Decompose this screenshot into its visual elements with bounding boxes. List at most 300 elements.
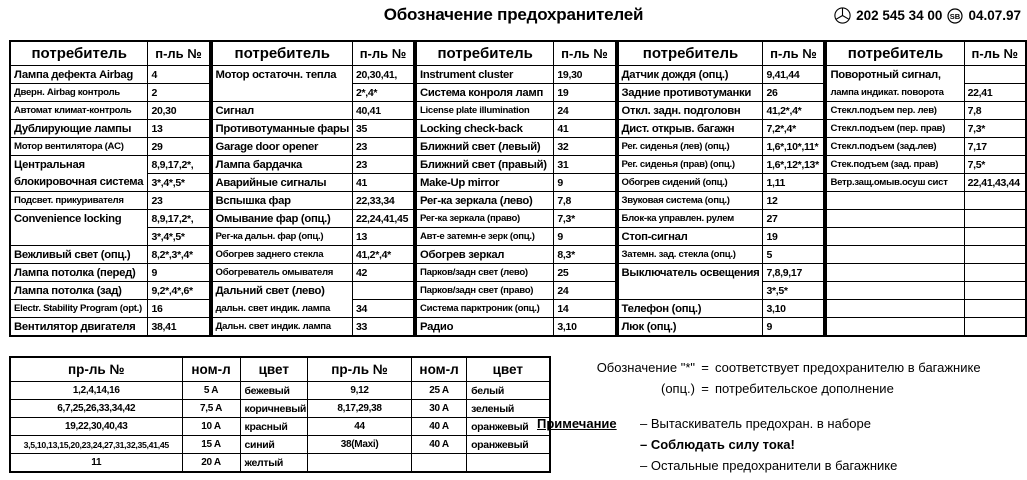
table-row — [212, 318, 414, 337]
table-row — [416, 318, 616, 337]
consumer-cell: Люк (опц.) — [618, 318, 763, 337]
fuse-number-cell: 24 — [554, 102, 616, 120]
table-row — [212, 66, 414, 84]
rating-cell: 40 A — [412, 436, 467, 454]
fuse-number-cell: 2*,4* — [352, 84, 414, 102]
consumer-cell: Рег-ка зеркала (лево) — [416, 192, 554, 210]
rating-cell: 20 A — [182, 454, 240, 473]
table-row — [618, 282, 825, 300]
fuse-number-cell: 23 — [352, 138, 414, 156]
consumer-cell: Ближний свет (левый) — [416, 138, 554, 156]
consumer-header: потребитель — [618, 41, 763, 66]
rating-cell: 25 A — [412, 382, 467, 400]
fuse-table-2 — [211, 40, 415, 337]
rating-cell: 40 A — [412, 418, 467, 436]
table-row — [618, 156, 825, 174]
consumer-cell: Мотор вентилятора (AC) — [10, 138, 148, 156]
fuse-number-cell: 22,41,43,44 — [964, 174, 1026, 192]
consumer-cell: Омывание фар (опц.) — [212, 210, 353, 228]
consumer-cell: Система парктроник (опц.) — [416, 300, 554, 318]
document-date: 04.07.97 — [968, 8, 1021, 23]
consumer-cell: Блок-ка управлен. рулем — [618, 210, 763, 228]
rating-cell — [412, 454, 467, 473]
fuse-number-cell: 3,10 — [763, 300, 825, 318]
table-row — [416, 246, 616, 264]
table-row — [212, 174, 414, 192]
fuse-number-cell: 32 — [554, 138, 616, 156]
fuse-no-cell: 38(Maxi) — [308, 436, 412, 454]
consumer-cell: Затемн. зад. стекла (опц.) — [618, 246, 763, 264]
consumer-cell: Мотор остаточн. тепла — [212, 66, 353, 84]
consumer-cell: Авт-е затемн-е зерк (опц.) — [416, 228, 554, 246]
table-row — [826, 228, 1026, 246]
consumer-cell: Звуковая система (опц.) — [618, 192, 763, 210]
consumer-cell: Лампа потолка (перед) — [10, 264, 148, 282]
rating-header: ном-л — [182, 357, 240, 382]
fuse-number-cell: 40,41 — [352, 102, 414, 120]
fuse-no-cell: 6,7,25,26,33,34,42 — [10, 400, 182, 418]
consumer-cell: Ветр.защ.омыв.осуш сист — [826, 174, 964, 192]
fuse-number-cell — [964, 318, 1026, 337]
fuse-number-cell: 1,6*,10*,11* — [763, 138, 825, 156]
color-cell: оранжевый — [467, 436, 550, 454]
fuse-no-cell: 11 — [10, 454, 182, 473]
fuse-number-cell: 7,2*,4* — [763, 120, 825, 138]
consumer-cell: Вежливый свет (опц.) — [10, 246, 148, 264]
consumer-cell: Система конроля ламп — [416, 84, 554, 102]
fuse-number-cell: 8,2*,3*,4* — [148, 246, 210, 264]
consumer-cell: Обогреватель омывателя — [212, 264, 353, 282]
fuse-number-cell — [964, 300, 1026, 318]
fuse-number-cell: 25 — [554, 264, 616, 282]
table-row — [416, 210, 616, 228]
fuse-spec-table — [9, 356, 551, 473]
equals-sign: = — [701, 381, 709, 396]
color-cell: бежевый — [240, 382, 308, 400]
fuse-number-cell: 4 — [148, 66, 210, 84]
fuse-number-cell: 41 — [352, 174, 414, 192]
notes-block — [537, 413, 1022, 476]
color-header: цвет — [467, 357, 550, 382]
table-row — [826, 84, 1026, 102]
fuse-number-cell: 27 — [763, 210, 825, 228]
consumer-cell — [10, 228, 148, 246]
page-title: Обозначение предохранителей — [383, 5, 644, 24]
fuse-number-cell: 7,8 — [554, 192, 616, 210]
legend — [537, 357, 1022, 476]
table-row — [826, 102, 1026, 120]
table-row — [10, 436, 550, 454]
fuse-number-cell: 3,10 — [554, 318, 616, 337]
table-row — [416, 192, 616, 210]
equals-sign: = — [701, 360, 709, 375]
fuse-number-cell: 3*,5* — [763, 282, 825, 300]
fuse-number-cell: 7,3* — [554, 210, 616, 228]
fuse-number-cell: 41,2*,4* — [763, 102, 825, 120]
table-row — [10, 84, 210, 102]
fuse-number-cell: 9 — [148, 264, 210, 282]
table-row — [618, 246, 825, 264]
table-row — [618, 192, 825, 210]
table-row — [826, 210, 1026, 228]
table-row — [826, 246, 1026, 264]
fuse-number-header: п-ль № — [554, 41, 616, 66]
fuse-number-cell: 1,6*,12*,13* — [763, 156, 825, 174]
consumer-cell: Стекл.подъем пер. лев) — [826, 102, 964, 120]
consumer-cell — [212, 84, 353, 102]
fuse-number-cell: 13 — [148, 120, 210, 138]
fuse-number-cell: 9 — [554, 228, 616, 246]
fuse-number-cell: 3*,4*,5* — [148, 174, 210, 192]
table-row — [826, 318, 1026, 337]
table-row — [416, 138, 616, 156]
note-item: – Соблюдать силу тока! — [640, 437, 795, 452]
consumer-cell: Garage door opener — [212, 138, 353, 156]
fuse-number-header: п-ль № — [964, 41, 1026, 66]
consumer-cell — [826, 246, 964, 264]
table-row — [10, 318, 210, 337]
consumer-cell: Стек.подъем (зад. прав) — [826, 156, 964, 174]
table-row — [212, 228, 414, 246]
table-row — [416, 120, 616, 138]
fuse-number-cell: 7,3* — [964, 120, 1026, 138]
fuse-number-cell: 16 — [148, 300, 210, 318]
fuse-number-cell: 14 — [554, 300, 616, 318]
table-row — [212, 282, 414, 300]
fuse-table-1 — [9, 40, 211, 337]
fuse-number-cell — [964, 66, 1026, 84]
rating-cell: 30 A — [412, 400, 467, 418]
fuse-number-header: п-ль № — [352, 41, 414, 66]
table-row — [10, 120, 210, 138]
consumer-cell: Дальн. свет индик. лампа — [212, 318, 353, 337]
fuse-number-cell: 22,33,34 — [352, 192, 414, 210]
table-row — [212, 84, 414, 102]
fuse-no-cell: 44 — [308, 418, 412, 436]
fuse-number-cell: 12 — [763, 192, 825, 210]
consumer-header: потребитель — [416, 41, 554, 66]
table-row — [10, 282, 210, 300]
table-row — [826, 174, 1026, 192]
table-row — [10, 264, 210, 282]
fuse-no-cell: 3,5,10,13,15,20,23,24,27,31,32,35,41,45 — [10, 436, 182, 454]
table-row — [618, 66, 825, 84]
fuse-number-cell: 8,9,17,2*, — [148, 210, 210, 228]
consumer-cell: Поворотный сигнал, — [826, 66, 964, 84]
consumer-cell: Electr. Stability Program (opt.) — [10, 300, 148, 318]
table-row — [416, 66, 616, 84]
table-row — [826, 192, 1026, 210]
consumer-cell: Лампа потолка (зад) — [10, 282, 148, 300]
fuse-number-cell: 31 — [554, 156, 616, 174]
table-row — [10, 102, 210, 120]
consumer-cell: Лампа дефекта Airbag — [10, 66, 148, 84]
consumer-cell: Обогрев заднего стекла — [212, 246, 353, 264]
fuse-number-header: п-ль № — [763, 41, 825, 66]
fuse-number-cell: 19 — [554, 84, 616, 102]
fuse-number-cell: 26 — [763, 84, 825, 102]
fuse-number-cell: 38,41 — [148, 318, 210, 337]
color-header: цвет — [240, 357, 308, 382]
fuse-no-cell: 1,2,4,14,16 — [10, 382, 182, 400]
note-items — [640, 413, 897, 476]
table-row — [212, 120, 414, 138]
fuse-number-cell: 20,30,41, — [352, 66, 414, 84]
table-row — [212, 246, 414, 264]
consumer-cell: Дальний свет (лево) — [212, 282, 353, 300]
table-row — [10, 300, 210, 318]
consumer-cell: Парков/задн свет (лево) — [416, 264, 554, 282]
table-row — [212, 138, 414, 156]
color-cell: синий — [240, 436, 308, 454]
masthead — [830, 7, 1021, 24]
consumer-cell — [826, 264, 964, 282]
consumer-cell: Датчик дождя (опц.) — [618, 66, 763, 84]
fuse-table-5 — [825, 40, 1027, 337]
table-row — [10, 156, 210, 174]
fuse-no-header: пр-ль № — [308, 357, 412, 382]
consumer-header: потребитель — [826, 41, 964, 66]
fuse-number-cell: 7,8,9,17 — [763, 264, 825, 282]
fuse-number-cell: 9,2*,4*,6* — [148, 282, 210, 300]
legend-opt-line — [537, 378, 1022, 399]
fuse-number-cell: 7,8 — [964, 102, 1026, 120]
table-row — [618, 174, 825, 192]
fuse-number-cell: 13 — [352, 228, 414, 246]
consumer-cell: Выключатель освещения — [618, 264, 763, 282]
consumer-cell: Дверн. Airbag контроль — [10, 84, 148, 102]
table-row — [212, 300, 414, 318]
rating-cell: 7,5 A — [182, 400, 240, 418]
fuse-number-cell — [964, 282, 1026, 300]
color-cell: желтый — [240, 454, 308, 473]
legend-star-label: Обозначение "*" — [596, 360, 695, 375]
consumer-cell: Обогрев зеркал — [416, 246, 554, 264]
table-row — [618, 138, 825, 156]
consumer-cell: License plate illumination — [416, 102, 554, 120]
consumer-cell — [826, 318, 964, 337]
table-row — [416, 282, 616, 300]
consumer-cell: Сигнал — [212, 102, 353, 120]
consumer-cell: Вспышка фар — [212, 192, 353, 210]
consumer-cell: блокировочная система — [10, 174, 148, 192]
consumer-cell: Рег. сиденья (лев) (опц.) — [618, 138, 763, 156]
rating-cell: 5 A — [182, 382, 240, 400]
fuse-number-cell — [964, 192, 1026, 210]
consumer-cell: Радио — [416, 318, 554, 337]
fuse-number-cell: 3*,4*,5* — [148, 228, 210, 246]
consumer-cell: Лампа бардачка — [212, 156, 353, 174]
fuse-number-cell — [964, 264, 1026, 282]
fuse-number-cell — [964, 246, 1026, 264]
color-cell: оранжевый — [467, 418, 550, 436]
consumer-cell: Противотуманные фары — [212, 120, 353, 138]
mercedes-star-icon — [834, 7, 851, 24]
fuse-table-3 — [415, 40, 617, 337]
table-row — [826, 156, 1026, 174]
fuse-table-4 — [617, 40, 826, 337]
table-row — [618, 210, 825, 228]
consumer-cell: Дублирующие лампы — [10, 120, 148, 138]
fuse-number-cell: 5 — [763, 246, 825, 264]
legend-star-line — [537, 357, 1022, 378]
table-row — [618, 84, 825, 102]
table-row — [212, 264, 414, 282]
note-item: – Остальные предохранители в багажнике — [640, 458, 898, 473]
consumer-cell: Convenience locking — [10, 210, 148, 228]
main-table-region — [9, 40, 1027, 337]
note-item: – Вытаскиватель предохран. в наборе — [640, 416, 871, 431]
table-row — [10, 66, 210, 84]
consumer-header: потребитель — [212, 41, 353, 66]
consumer-cell — [826, 228, 964, 246]
table-row — [618, 318, 825, 337]
fuse-no-cell: 9,12 — [308, 382, 412, 400]
table-row — [10, 400, 550, 418]
color-cell: коричневый — [240, 400, 308, 418]
consumer-cell: Рег-ка дальн. фар (опц.) — [212, 228, 353, 246]
fuse-number-cell — [352, 282, 414, 300]
fuse-number-cell: 8,3* — [554, 246, 616, 264]
color-cell: зеленый — [467, 400, 550, 418]
consumer-cell: Подсвет. прикуривателя — [10, 192, 148, 210]
fuse-number-header: п-ль № — [148, 41, 210, 66]
table-row — [212, 192, 414, 210]
table-row — [416, 84, 616, 102]
consumer-cell: Рег. сиденья (прав) (опц.) — [618, 156, 763, 174]
fuse-number-cell: 22,24,41,45 — [352, 210, 414, 228]
fuse-number-cell: 34 — [352, 300, 414, 318]
fuse-number-cell: 23 — [352, 156, 414, 174]
fuse-number-cell — [964, 228, 1026, 246]
table-row — [416, 264, 616, 282]
legend-opt-text: потребительское дополнение — [715, 381, 894, 396]
consumer-cell: дальн. свет индик. лампа — [212, 300, 353, 318]
table-row — [416, 102, 616, 120]
fuse-number-cell: 23 — [148, 192, 210, 210]
fuse-number-cell: 2 — [148, 84, 210, 102]
fuse-number-cell: 42 — [352, 264, 414, 282]
consumer-cell: Парков/задн свет (право) — [416, 282, 554, 300]
consumer-header: потребитель — [10, 41, 148, 66]
table-row — [826, 120, 1026, 138]
consumer-cell — [826, 210, 964, 228]
table-row — [10, 382, 550, 400]
table-row — [416, 174, 616, 192]
table-row — [618, 300, 825, 318]
sb-stamp-icon — [947, 8, 963, 24]
fuse-number-cell: 8,9,17,2*, — [148, 156, 210, 174]
table-row — [10, 192, 210, 210]
table-row — [618, 102, 825, 120]
table-row — [10, 138, 210, 156]
table-row — [10, 174, 210, 192]
table-row — [10, 454, 550, 473]
consumer-cell — [618, 282, 763, 300]
consumer-cell: Вентилятор двигателя — [10, 318, 148, 337]
fuse-number-cell — [964, 210, 1026, 228]
rating-header: ном-л — [412, 357, 467, 382]
table-row — [212, 156, 414, 174]
table-row — [416, 156, 616, 174]
consumer-cell: Рег-ка зеркала (право) — [416, 210, 554, 228]
fuse-number-cell: 35 — [352, 120, 414, 138]
fuse-number-cell: 41 — [554, 120, 616, 138]
consumer-cell — [826, 282, 964, 300]
fuse-number-cell: 24 — [554, 282, 616, 300]
consumer-cell: Задние противотуманки — [618, 84, 763, 102]
consumer-cell: Make-Up mirror — [416, 174, 554, 192]
table-row — [826, 66, 1026, 84]
table-row — [416, 228, 616, 246]
consumer-cell: Дист. открыв. багажн — [618, 120, 763, 138]
legend-star-text: соответствует предохранителю в багажнике — [715, 360, 981, 375]
legend-opt-label: (опц.) — [661, 381, 695, 396]
fuse-number-cell: 41,2*,4* — [352, 246, 414, 264]
table-row — [826, 138, 1026, 156]
table-row — [826, 264, 1026, 282]
fuse-number-cell: 33 — [352, 318, 414, 337]
consumer-cell: Instrument cluster — [416, 66, 554, 84]
note-title: Примечание — [537, 416, 617, 431]
consumer-cell — [826, 192, 964, 210]
table-row — [826, 300, 1026, 318]
color-cell: белый — [467, 382, 550, 400]
fuse-number-cell: 29 — [148, 138, 210, 156]
consumer-cell: Обогрев сидений (опц.) — [618, 174, 763, 192]
table-row — [416, 300, 616, 318]
fuse-number-cell: 1,11 — [763, 174, 825, 192]
fuse-number-cell: 7,17 — [964, 138, 1026, 156]
fuse-no-header: пр-ль № — [10, 357, 182, 382]
consumer-cell: Locking check-back — [416, 120, 554, 138]
fuse-number-cell: 20,30 — [148, 102, 210, 120]
fuse-no-cell: 19,22,30,40,43 — [10, 418, 182, 436]
consumer-cell: Центральная — [10, 156, 148, 174]
table-row — [212, 210, 414, 228]
consumer-cell: Откл. задн. подголовн — [618, 102, 763, 120]
table-row — [618, 264, 825, 282]
color-cell: красный — [240, 418, 308, 436]
rating-cell: 10 A — [182, 418, 240, 436]
fuse-number-cell: 9 — [763, 318, 825, 337]
table-row — [10, 228, 210, 246]
consumer-cell: Стекл.подъем (зад.лев) — [826, 138, 964, 156]
fuse-number-cell: 19,30 — [554, 66, 616, 84]
part-number: 202 545 34 00 — [856, 8, 943, 23]
fuse-no-cell: 8,17,29,38 — [308, 400, 412, 418]
consumer-cell: Аварийные сигналы — [212, 174, 353, 192]
fuse-number-cell: 7,5* — [964, 156, 1026, 174]
consumer-cell: Ближний свет (правый) — [416, 156, 554, 174]
fuse-number-cell: 9,41,44 — [763, 66, 825, 84]
consumer-cell: лампа индикат. поворота — [826, 84, 964, 102]
fuse-no-cell — [308, 454, 412, 473]
table-row — [10, 210, 210, 228]
consumer-cell — [826, 300, 964, 318]
svg-text:SB: SB — [950, 11, 961, 21]
consumer-cell: Стекл.подъем (пер. прав) — [826, 120, 964, 138]
table-row — [618, 228, 825, 246]
table-row — [826, 282, 1026, 300]
table-row — [618, 120, 825, 138]
table-row — [212, 102, 414, 120]
fuse-number-cell: 22,41 — [964, 84, 1026, 102]
fuse-spec-region — [9, 356, 551, 473]
consumer-cell: Стоп-сигнал — [618, 228, 763, 246]
fuse-number-cell: 9 — [554, 174, 616, 192]
consumer-cell: Автомат климат-контроль — [10, 102, 148, 120]
